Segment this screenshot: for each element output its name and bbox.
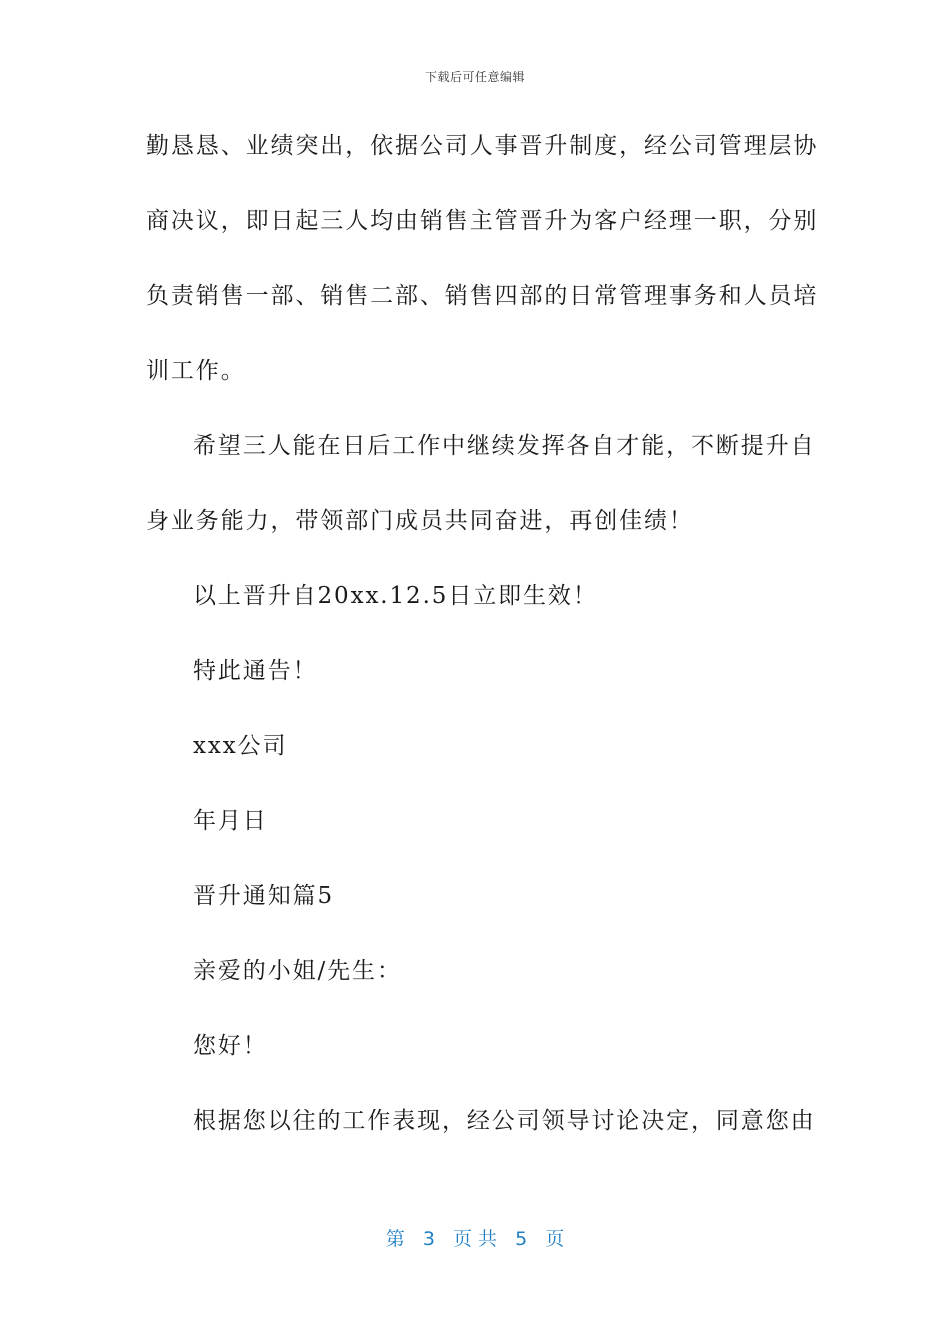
document-body xyxy=(146,122,819,1172)
page-total: 5 xyxy=(515,1228,528,1250)
page-header: 下载后可任意编辑 xyxy=(424,70,525,84)
page-prefix: 第 xyxy=(385,1228,405,1250)
section-title: 晋升通知篇5 xyxy=(193,883,335,909)
body-line: 特此通告！ xyxy=(193,658,318,684)
body-line: 勤恳恳、业绩突出，依据公司人事晋升制度，经公司管理层协 xyxy=(146,133,819,159)
page-suffix: 页 xyxy=(545,1228,565,1250)
body-line: 根据您以往的工作表现，经公司领导讨论决定，同意您由 xyxy=(193,1108,816,1134)
body-line: 身业务能力，带领部门成员共同奋进，再创佳绩！ xyxy=(146,508,694,534)
page-mid: 页 共 xyxy=(452,1228,498,1250)
page-current: 3 xyxy=(422,1228,435,1250)
company-name: xxx公司 xyxy=(193,733,288,759)
body-line: 负责销售一部、销售二部、销售四部的日常管理事务和人员培 xyxy=(146,283,819,309)
page-footer xyxy=(0,1224,950,1251)
body-line: 商决议，即日起三人均由销售主管晋升为客户经理一职，分别 xyxy=(146,208,819,234)
body-line: 训工作。 xyxy=(146,358,246,384)
greeting: 您好！ xyxy=(193,1033,268,1059)
body-line: 以上晋升自20xx.12.5日立即生效！ xyxy=(193,583,598,609)
body-line: 希望三人能在日后工作中继续发挥各自才能，不断提升自 xyxy=(193,433,816,459)
salutation: 亲爱的小姐/先生： xyxy=(193,958,402,984)
date-line: 年月日 xyxy=(193,808,268,834)
